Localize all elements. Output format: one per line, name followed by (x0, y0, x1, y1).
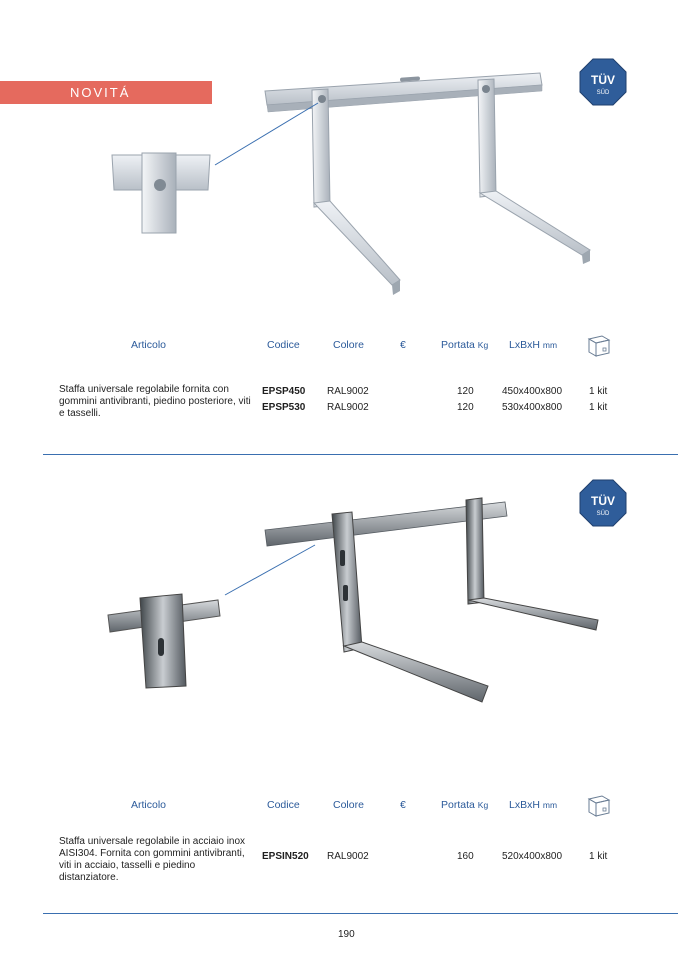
row-code: EPSP450 (262, 386, 306, 397)
header-portata-unit: Kg (477, 340, 489, 350)
header-portata (441, 799, 488, 811)
product1-image (100, 55, 600, 305)
badge-bottom-text: SÜD (596, 511, 610, 517)
row-color: RAL9002 (327, 386, 369, 397)
row-qty: 1 kit (589, 386, 608, 397)
header-colore: Colore (333, 339, 364, 351)
header-portata-label: Portata (441, 339, 475, 351)
header-dims (509, 799, 557, 811)
row-code: EPSIN520 (262, 851, 309, 862)
badge-top-text: TÜV (591, 73, 615, 87)
product2-image (100, 490, 600, 715)
badge-top-text: TÜV (591, 494, 615, 508)
section-divider (43, 913, 678, 914)
header-dims-unit: mm (542, 340, 558, 350)
box-icon (586, 792, 612, 818)
header-dims-label: LxBxH (509, 339, 540, 351)
row-load: 120 (457, 386, 474, 397)
header-articolo: Articolo (131, 799, 167, 811)
row-dims: 530x400x800 (502, 402, 563, 413)
badge-bottom-text: SÜD (596, 90, 610, 96)
row-color: RAL9002 (327, 402, 369, 413)
header-codice: Codice (267, 799, 300, 811)
row-load: 160 (457, 851, 474, 862)
header-codice: Codice (267, 339, 300, 351)
header-dims (509, 339, 557, 351)
row-dims: 520x400x800 (502, 851, 563, 862)
header-portata (441, 339, 488, 351)
header-dims-label: LxBxH (509, 799, 540, 811)
header-euro: € (400, 799, 406, 811)
header-portata-label: Portata (441, 799, 475, 811)
header-dims-unit: mm (542, 800, 558, 810)
header-colore: Colore (333, 799, 364, 811)
header-portata-unit: Kg (477, 800, 489, 810)
row-code: EPSP530 (262, 402, 306, 413)
section-divider (43, 454, 678, 455)
row-load: 120 (457, 402, 474, 413)
product1-description: Staffa universale regolabile fornita con gommini antivibranti, piedino posteriore, viti e tasselli. (59, 384, 251, 419)
box-icon (586, 332, 612, 358)
row-qty: 1 kit (589, 851, 608, 862)
row-qty: 1 kit (589, 402, 608, 413)
row-dims: 450x400x800 (502, 386, 563, 397)
tuv-sud-badge-1 (578, 57, 628, 107)
header-euro: € (400, 339, 406, 351)
product2-description: Staffa universale regolabile in acciaio inox AISI304. Fornita con gommini antivibranti, viti in acciaio, tasselli e piedino distanziatore. (59, 836, 246, 883)
row-color: RAL9002 (327, 851, 369, 862)
tuv-sud-badge-2 (578, 478, 628, 528)
page-number: 190 (338, 929, 355, 940)
novita-banner: NOVITÁ (0, 81, 212, 104)
header-articolo: Articolo (131, 339, 167, 351)
